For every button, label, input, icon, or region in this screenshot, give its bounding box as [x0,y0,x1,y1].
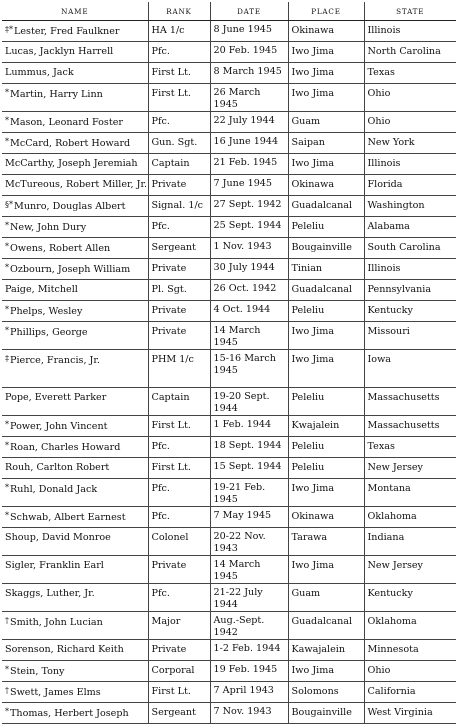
name-cell [2,322,148,350]
date-cell: 1 Feb. 1944 [210,416,288,437]
place-cell: Okinawa [288,175,364,196]
name-cell [2,479,148,507]
footnote-mark: * [5,263,9,272]
name-cell [2,416,148,437]
date-cell: 7 June 1945 [210,175,288,196]
name-text: Pierce, Francis, Jr. [10,355,100,366]
date-cell: 16 June 1944 [210,133,288,154]
state-cell: Illinois [364,154,456,175]
name-cell [2,458,148,479]
state-cell: Ohio [364,661,456,682]
place-cell: Guadalcanal [288,612,364,640]
state-cell: Iowa [364,350,456,388]
name-cell [2,703,148,724]
name-cell [2,175,148,196]
footnote-mark: * [5,137,9,146]
name-text: Stein, Tony [10,666,65,677]
rank-cell: First Lt. [148,458,210,479]
table-row [2,322,456,350]
name-text: New, John Dury [10,222,87,233]
name-cell [2,112,148,133]
rank-cell: Pfc. [148,507,210,528]
name-cell [2,217,148,238]
table-row [2,584,456,612]
rank-cell: First Lt. [148,63,210,84]
name-text: Lummus, Jack [5,67,74,78]
state-cell: Minnesota [364,640,456,661]
header-date: DATE [210,2,288,21]
rank-cell: Pfc. [148,217,210,238]
place-cell: Peleliu [288,388,364,416]
header-state: STATE [364,2,456,21]
rank-cell: Pfc. [148,584,210,612]
date-cell: 26 March 1945 [210,84,288,112]
rank-cell: First Lt. [148,682,210,703]
place-cell: Iwo Jima [288,322,364,350]
table-row [2,217,456,238]
rank-cell: Colonel [148,528,210,556]
rank-cell: Sergeant [148,238,210,259]
name-cell [2,196,148,217]
footnote-mark: * [5,483,9,492]
table-row [2,196,456,217]
name-text: Lucas, Jacklyn Harrell [5,46,114,57]
header-name: NAME [2,2,148,21]
state-cell: Massachusetts [364,416,456,437]
rank-cell: Gun. Sgt. [148,133,210,154]
table-row [2,703,456,724]
date-cell: 19 Feb. 1945 [210,661,288,682]
state-cell: California [364,682,456,703]
name-cell [2,556,148,584]
place-cell: Bougainville [288,238,364,259]
state-cell: Texas [364,63,456,84]
name-cell [2,350,148,388]
name-text: Paige, Mitchell [5,284,78,295]
name-cell [2,301,148,322]
name-cell [2,238,148,259]
rank-cell: Major [148,612,210,640]
place-cell: Guam [288,112,364,133]
name-text: Lester, Fred Faulkner [14,26,120,37]
date-cell: 4 Oct. 1944 [210,301,288,322]
name-text: Phelps, Wesley [10,306,83,317]
place-cell: Iwo Jima [288,479,364,507]
rank-cell: PHM 1/c [148,350,210,388]
footnote-mark: * [5,707,9,716]
header-place: PLACE [288,2,364,21]
state-cell: Massachusetts [364,388,456,416]
name-cell [2,21,148,42]
place-cell: Kwajalein [288,416,364,437]
table-row [2,175,456,196]
name-cell [2,42,148,63]
rank-cell: Corporal [148,661,210,682]
date-cell: 15 Sept. 1944 [210,458,288,479]
date-cell: 20 Feb. 1945 [210,42,288,63]
name-text: McTureous, Robert Miller, Jr. [5,179,148,190]
rank-cell: First Lt. [148,416,210,437]
name-text: Ozbourn, Joseph William [10,264,131,275]
footnote-mark: * [5,326,9,335]
date-cell: 14 March 1945 [210,322,288,350]
footnote-mark: * [5,665,9,674]
table-row [2,479,456,507]
name-text: McCard, Robert Howard [10,138,131,149]
footnote-mark: † [5,686,9,695]
table-row [2,42,456,63]
rank-cell: Private [148,259,210,280]
place-cell: Kawajalein [288,640,364,661]
footnote-mark: §* [5,200,13,209]
rank-cell: Private [148,322,210,350]
place-cell: Iwo Jima [288,84,364,112]
rank-cell: First Lt. [148,84,210,112]
footnote-mark: * [5,242,9,251]
name-cell [2,84,148,112]
header-row [2,2,456,21]
date-cell: 30 July 1944 [210,259,288,280]
table-row [2,238,456,259]
name-cell [2,388,148,416]
footnote-mark: * [5,305,9,314]
name-text: Skaggs, Luther, Jr. [5,588,95,599]
roster-table [2,2,456,724]
place-cell: Peleliu [288,217,364,238]
state-cell: Kentucky [364,584,456,612]
rank-cell: Sergeant [148,703,210,724]
name-cell [2,661,148,682]
state-cell: Alabama [364,217,456,238]
table-row [2,112,456,133]
place-cell: Tarawa [288,528,364,556]
footnote-mark: ‡ [5,354,9,363]
place-cell: Guam [288,584,364,612]
table-row [2,350,456,388]
place-cell: Saipan [288,133,364,154]
table-row [2,154,456,175]
place-cell: Bougainville [288,703,364,724]
name-cell [2,682,148,703]
state-cell: West Virginia [364,703,456,724]
table-row [2,84,456,112]
date-cell: 27 Sept. 1942 [210,196,288,217]
name-cell [2,133,148,154]
name-text: Smith, John Lucian [10,617,103,628]
place-cell: Iwo Jima [288,63,364,84]
state-cell: Missouri [364,322,456,350]
table-row [2,661,456,682]
rank-cell: Private [148,640,210,661]
date-cell: 7 Nov. 1943 [210,703,288,724]
name-text: Sigler, Franklin Earl [5,560,104,571]
table-row [2,437,456,458]
rank-cell: Private [148,301,210,322]
table-row [2,280,456,301]
name-text: Rouh, Carlton Robert [5,462,110,473]
rank-cell: Pl. Sgt. [148,280,210,301]
state-cell: Kentucky [364,301,456,322]
place-cell: Peleliu [288,437,364,458]
table-row [2,416,456,437]
name-cell [2,612,148,640]
date-cell: 14 March 1945 [210,556,288,584]
date-cell: 19-21 Feb. 1945 [210,479,288,507]
state-cell: Illinois [364,21,456,42]
date-cell: 26 Oct. 1942 [210,280,288,301]
place-cell: Guadalcanal [288,280,364,301]
rank-cell: Pfc. [148,42,210,63]
name-text: McCarthy, Joseph Jeremiah [5,158,138,169]
state-cell: Ohio [364,84,456,112]
state-cell: Pennsylvania [364,280,456,301]
name-cell [2,63,148,84]
table-row [2,507,456,528]
table-row [2,528,456,556]
rank-cell: HA 1/c [148,21,210,42]
footnote-mark: * [5,420,9,429]
name-text: Swett, James Elms [10,687,101,698]
state-cell: South Carolina [364,238,456,259]
table-row [2,259,456,280]
state-cell: Indiana [364,528,456,556]
name-cell [2,528,148,556]
name-text: Roan, Charles Howard [10,442,121,453]
date-cell: Aug.-Sept. 1942 [210,612,288,640]
name-text: Thomas, Herbert Joseph [10,708,129,719]
roster-body [2,21,456,724]
state-cell: Illinois [364,259,456,280]
footnote-mark: † [5,616,9,625]
state-cell: Ohio [364,112,456,133]
table-row [2,458,456,479]
date-cell: 8 June 1945 [210,21,288,42]
table-row [2,63,456,84]
rank-cell: Private [148,556,210,584]
state-cell: Florida [364,175,456,196]
name-text: Sorenson, Richard Keith [5,644,124,655]
name-text: Schwab, Albert Earnest [10,512,126,523]
state-cell: New York [364,133,456,154]
name-text: Martin, Harry Linn [10,89,103,100]
state-cell: Oklahoma [364,612,456,640]
footnote-mark: * [5,116,9,125]
name-cell [2,640,148,661]
name-cell [2,259,148,280]
state-cell: Oklahoma [364,507,456,528]
footnote-mark: * [5,511,9,520]
rank-cell: Signal. 1/c [148,196,210,217]
footnote-mark: * [5,441,9,450]
name-cell [2,437,148,458]
date-cell: 18 Sept. 1944 [210,437,288,458]
footnote-mark: * [5,221,9,230]
rank-cell: Pfc. [148,479,210,507]
date-cell: 1-2 Feb. 1944 [210,640,288,661]
date-cell: 1 Nov. 1943 [210,238,288,259]
state-cell: Washington [364,196,456,217]
place-cell: Iwo Jima [288,154,364,175]
rank-cell: Pfc. [148,437,210,458]
table-row [2,21,456,42]
footnote-mark: * [5,88,9,97]
name-cell [2,584,148,612]
name-text: Shoup, David Monroe [5,532,111,543]
table-row [2,556,456,584]
date-cell: 25 Sept. 1944 [210,217,288,238]
name-cell [2,507,148,528]
rank-cell: Captain [148,154,210,175]
rank-cell: Private [148,175,210,196]
table-row [2,682,456,703]
date-cell: 8 March 1945 [210,63,288,84]
name-cell [2,280,148,301]
place-cell: Tinian [288,259,364,280]
footnote-mark: ‡* [5,25,13,34]
table-row [2,133,456,154]
date-cell: 15-16 March 1945 [210,350,288,388]
name-text: Munro, Douglas Albert [14,201,126,212]
table-row [2,640,456,661]
date-cell: 22 July 1944 [210,112,288,133]
state-cell: Montana [364,479,456,507]
date-cell: 7 April 1943 [210,682,288,703]
header-rank: RANK [148,2,210,21]
name-text: Owens, Robert Allen [10,243,111,254]
place-cell: Iwo Jima [288,350,364,388]
name-text: Ruhl, Donald Jack [10,484,98,495]
name-text: Phillips, George [10,327,88,338]
table-row [2,612,456,640]
date-cell: 19-20 Sept. 1944 [210,388,288,416]
place-cell: Iwo Jima [288,556,364,584]
date-cell: 7 May 1945 [210,507,288,528]
state-cell: North Carolina [364,42,456,63]
table-row [2,301,456,322]
place-cell: Peleliu [288,458,364,479]
table-row [2,388,456,416]
state-cell: Texas [364,437,456,458]
name-text: Mason, Leonard Foster [10,117,123,128]
place-cell: Solomons [288,682,364,703]
rank-cell: Pfc. [148,112,210,133]
date-cell: 21-22 July 1944 [210,584,288,612]
date-cell: 21 Feb. 1945 [210,154,288,175]
place-cell: Iwo Jima [288,42,364,63]
place-cell: Okinawa [288,21,364,42]
date-cell: 20-22 Nov. 1943 [210,528,288,556]
name-text: Pope, Everett Parker [5,392,107,403]
place-cell: Guadalcanal [288,196,364,217]
place-cell: Okinawa [288,507,364,528]
name-text: Power, John Vincent [10,421,108,432]
rank-cell: Captain [148,388,210,416]
name-cell [2,154,148,175]
place-cell: Peleliu [288,301,364,322]
place-cell: Iwo Jima [288,661,364,682]
state-cell: New Jersey [364,458,456,479]
state-cell: New Jersey [364,556,456,584]
